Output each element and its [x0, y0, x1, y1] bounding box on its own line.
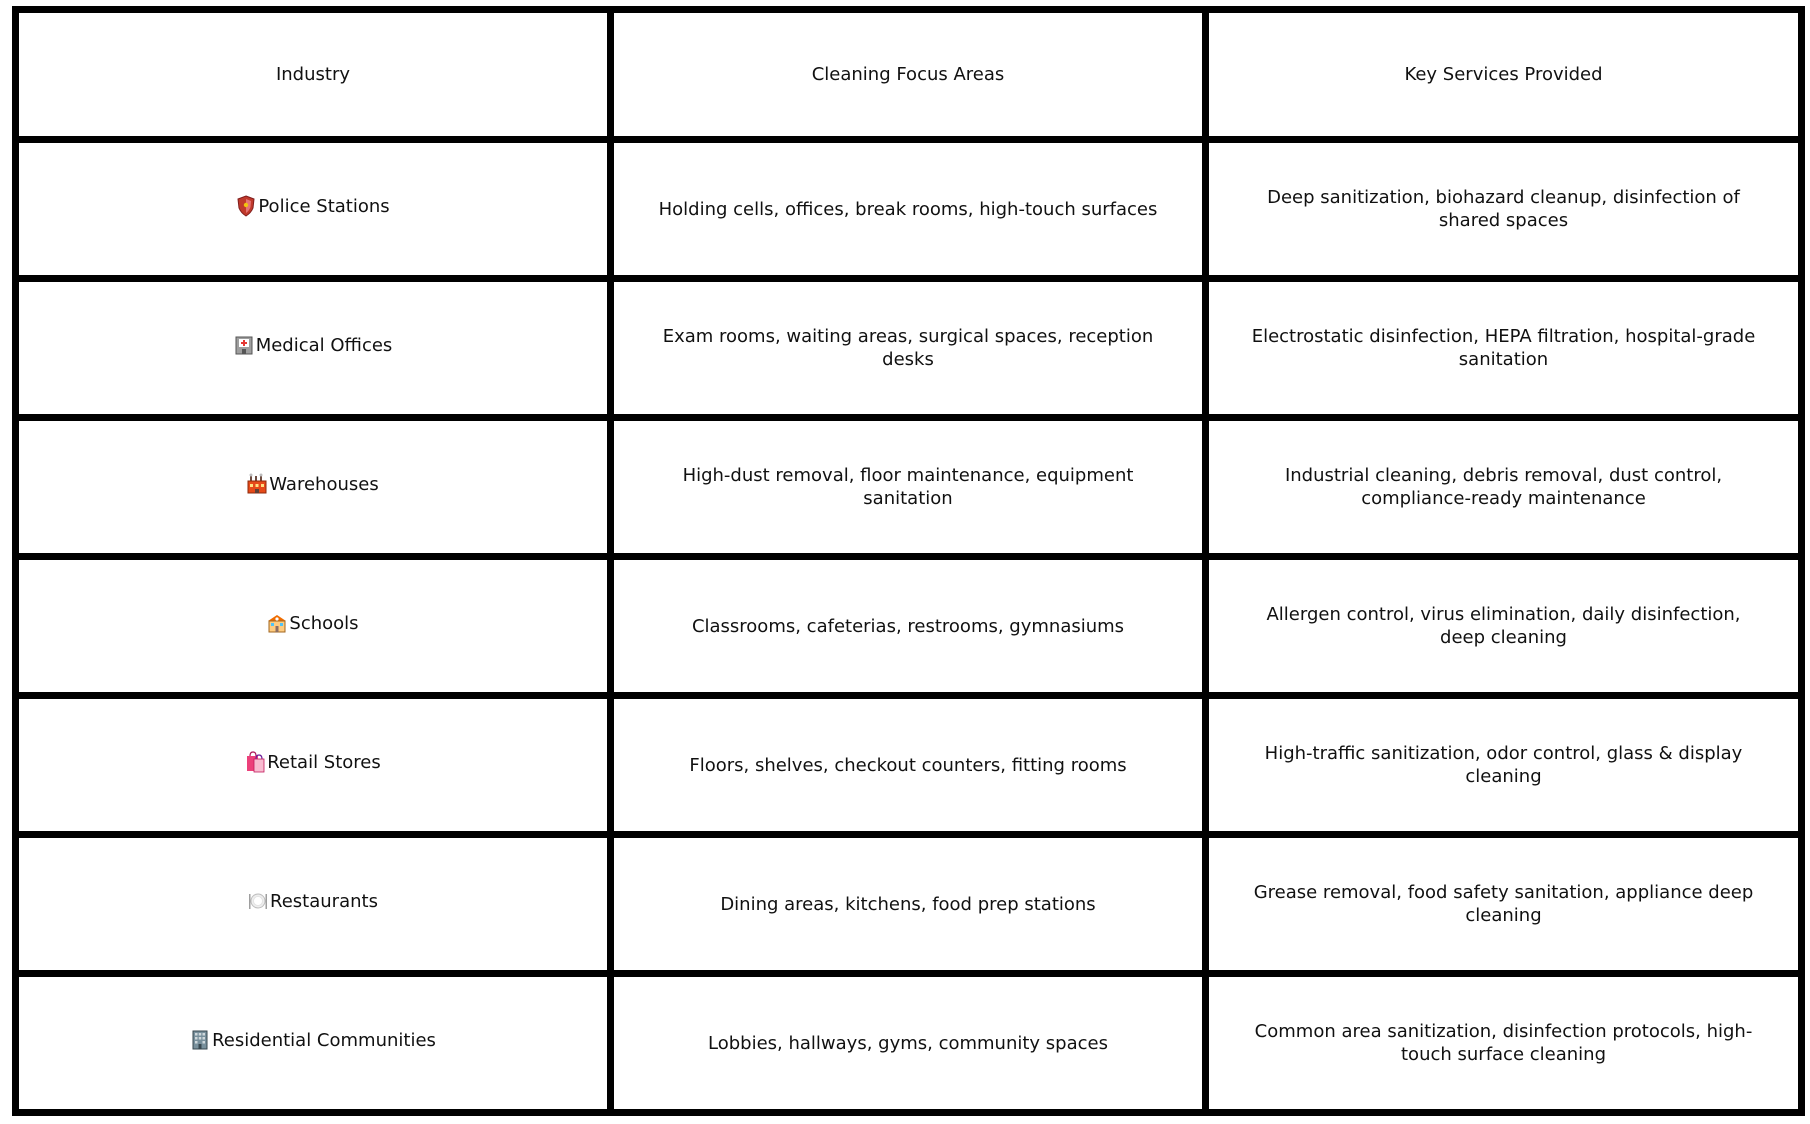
table-header-row: [16, 10, 1802, 140]
cleaning-focus-cell: Lobbies, hallways, gyms, community spaces: [611, 974, 1206, 1113]
industry-cell: [16, 696, 611, 835]
key-services-cell: Allergen control, virus elimination, daily disinfection, deep cleaning: [1206, 557, 1802, 696]
key-services-cell: High-traffic sanitization, odor control, glass & display cleaning: [1206, 696, 1802, 835]
industry-cell: [16, 974, 611, 1113]
industry-name: Medical Offices: [255, 334, 393, 356]
cleaning-focus-cell: Dining areas, kitchens, food prep stations: [611, 835, 1206, 974]
plate-cutlery-icon: [248, 890, 268, 912]
cleaning-focus-cell: Exam rooms, waiting areas, surgical spaces, reception desks: [611, 279, 1206, 418]
industry-name: Restaurants: [270, 890, 378, 912]
table-frame: [12, 6, 1802, 1114]
industry-cell: [16, 140, 611, 279]
cleaning-focus-cell: Floors, shelves, checkout counters, fitting rooms: [611, 696, 1206, 835]
key-services-cell: Grease removal, food safety sanitation, appliance deep cleaning: [1206, 835, 1802, 974]
key-services-cell: Electrostatic disinfection, HEPA filtration, hospital-grade sanitation: [1206, 279, 1802, 418]
column-header-cleaning-focus-areas: Cleaning Focus Areas: [611, 10, 1206, 140]
key-services-cell: Deep sanitization, biohazard cleanup, disinfection of shared spaces: [1206, 140, 1802, 279]
cleaning-focus-cell: Holding cells, offices, break rooms, high-touch surfaces: [611, 140, 1206, 279]
police-shield-icon: [236, 195, 256, 217]
industry-name: Retail Stores: [267, 751, 381, 773]
key-services-cell: Common area sanitization, disinfection protocols, high-touch surface cleaning: [1206, 974, 1802, 1113]
industry-name: Residential Communities: [212, 1029, 436, 1051]
table-row: [16, 974, 1802, 1113]
hospital-icon: [234, 334, 254, 356]
industry-cell: [16, 418, 611, 557]
industry-cell: [16, 279, 611, 418]
office-building-icon: [190, 1029, 210, 1051]
column-header-key-services: Key Services Provided: [1206, 10, 1802, 140]
industry-name: Police Stations: [258, 195, 390, 217]
industry-cell: [16, 557, 611, 696]
table-row: [16, 835, 1802, 974]
table-row: [16, 279, 1802, 418]
table-row: [16, 696, 1802, 835]
table-row: [16, 557, 1802, 696]
industry-cell: [16, 835, 611, 974]
factory-icon: [247, 473, 267, 495]
industry-name: Warehouses: [269, 473, 379, 495]
key-services-cell: Industrial cleaning, debris removal, dust control, compliance-ready maintenance: [1206, 418, 1802, 557]
shopping-bags-icon: [245, 751, 265, 773]
cleaning-focus-cell: High-dust removal, floor maintenance, equipment sanitation: [611, 418, 1206, 557]
school-icon: [267, 612, 287, 634]
industry-cleaning-table: [12, 6, 1805, 1116]
column-header-industry: Industry: [16, 10, 611, 140]
table-row: [16, 140, 1802, 279]
industry-name: Schools: [289, 612, 359, 634]
table-row: [16, 418, 1802, 557]
cleaning-focus-cell: Classrooms, cafeterias, restrooms, gymnasiums: [611, 557, 1206, 696]
